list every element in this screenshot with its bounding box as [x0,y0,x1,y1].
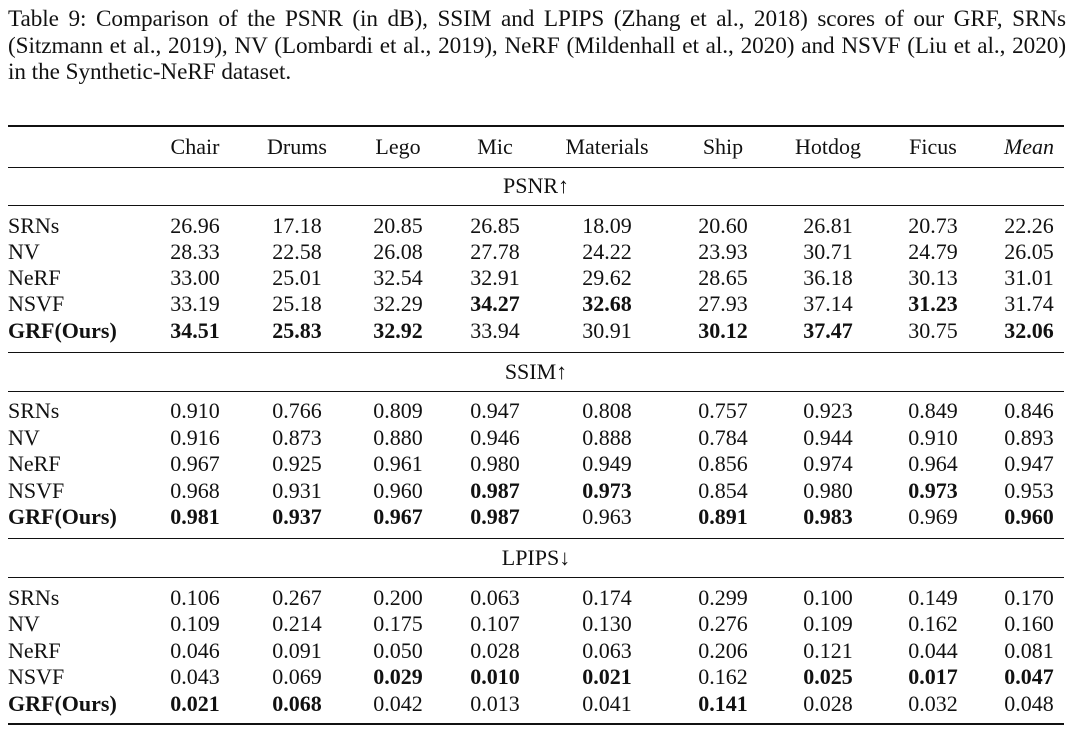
table-cell: 25.18 [272,291,322,316]
table-cell: 0.766 [272,398,322,423]
table-cell: 29.62 [582,265,632,290]
column-header-lego: Lego [375,134,421,159]
method-label: GRF(Ours) [8,318,117,343]
table-cell: 32.68 [582,291,632,316]
table-cell: 0.974 [803,451,853,476]
table-cell: 0.017 [908,664,958,689]
table-row [8,317,1064,345]
method-label: SRNs [8,213,60,238]
table-cell: 0.910 [908,425,958,450]
table-cell: 0.880 [373,425,423,450]
table-row [8,584,1064,612]
table-cell: 34.51 [170,318,220,343]
table-cell: 20.85 [373,213,423,238]
table-cell: 0.010 [470,664,520,689]
table-cell: 34.27 [470,291,520,316]
table-cell: 0.106 [170,585,220,610]
table-cell: 26.96 [170,213,220,238]
section-rule-lpips [8,577,1064,578]
table-cell: 0.028 [470,638,520,663]
table-cell: 0.846 [1004,398,1054,423]
table-cell: 20.73 [908,213,958,238]
table-cell: 0.121 [803,638,853,663]
table-cell: 26.08 [373,239,423,264]
table-cell: 0.960 [373,478,423,503]
method-label: SRNs [8,398,60,423]
table-cell: 0.021 [170,691,220,716]
method-label: GRF(Ours) [8,504,117,529]
table-cell: 32.91 [470,265,520,290]
table-cell: 0.206 [698,638,748,663]
table-cell: 0.032 [908,691,958,716]
table-row [8,610,1064,638]
table-cell: 26.05 [1004,239,1054,264]
table-cell: 27.93 [698,291,748,316]
column-header-mean: Mean [1003,134,1055,159]
table-cell: 0.130 [582,611,632,636]
table-cell: 0.949 [582,451,632,476]
section-title: PSNR↑ [502,173,570,198]
table-cell: 0.141 [698,691,748,716]
column-header-drums: Drums [267,134,327,159]
table-cell: 0.069 [272,664,322,689]
table-cell: 0.170 [1004,585,1054,610]
table-cell: 0.983 [803,504,853,529]
table-cell: 32.54 [373,265,423,290]
table-cell: 0.893 [1004,425,1054,450]
table-cell: 0.961 [373,451,423,476]
table-cell: 30.91 [582,318,632,343]
table-cell: 30.75 [908,318,958,343]
method-label: NSVF [8,664,65,689]
table-cell: 20.60 [698,213,748,238]
column-header-hotdog: Hotdog [795,134,861,159]
table-caption: Table 9: Comparison of the PSNR (in dB), SSIM and LPIPS (Zhang et al., 2018) scores of our GRF, SRNs (Sitzmann et al., 2019), NV (Lombardi et al., 2019), NeRF (Mildenhall et al., 2020) and NSVF (Liu et al., 2020) in the Synthetic-NeRF dataset. [8,6,1066,85]
table-cell: 0.987 [470,478,520,503]
table-cell: 25.01 [272,265,322,290]
section-title: LPIPS↓ [501,545,571,570]
column-header-chair: Chair [170,134,220,159]
table-cell: 18.09 [582,213,632,238]
table-cell: 0.973 [582,478,632,503]
table-cell: 0.174 [582,585,632,610]
table-cell: 0.162 [698,664,748,689]
table-cell: 24.79 [908,239,958,264]
table-cell: 0.063 [470,585,520,610]
table-cell: 0.980 [803,478,853,503]
table-cell: 33.19 [170,291,220,316]
table-cell: 0.025 [803,664,853,689]
table-cell: 0.987 [470,504,520,529]
table-cell: 0.910 [170,398,220,423]
section-divider [8,352,1064,353]
table-cell: 0.856 [698,451,748,476]
table-cell: 0.047 [1004,664,1054,689]
section-title-psnr [8,172,1064,200]
table-cell: 37.14 [803,291,853,316]
table-cell: 33.94 [470,318,520,343]
table-cell: 23.93 [698,239,748,264]
table-cell: 0.013 [470,691,520,716]
table-cell: 22.26 [1004,213,1054,238]
table-cell: 0.960 [1004,504,1054,529]
table-cell: 31.01 [1004,265,1054,290]
method-label: NeRF [8,451,61,476]
table-row [8,503,1064,531]
header-rule [8,167,1064,168]
method-label: NSVF [8,291,65,316]
table-cell: 30.13 [908,265,958,290]
section-title: SSIM↑ [504,359,568,384]
table-cell: 32.06 [1004,318,1054,343]
method-label: NeRF [8,265,61,290]
section-title-ssim [8,358,1064,386]
table-row [8,637,1064,665]
table-row [8,397,1064,425]
table-cell: 0.028 [803,691,853,716]
table-cell: 0.973 [908,478,958,503]
section-title-lpips [8,544,1064,572]
table-cell: 0.937 [272,504,322,529]
table-cell: 32.29 [373,291,423,316]
table-cell: 33.00 [170,265,220,290]
table-cell: 0.109 [170,611,220,636]
table-cell: 28.33 [170,239,220,264]
table-cell: 0.081 [1004,638,1054,663]
table-header-row [8,133,1064,161]
table-cell: 0.267 [272,585,322,610]
table-bottom-rule [8,723,1064,725]
section-divider [8,538,1064,539]
method-label: GRF(Ours) [8,691,117,716]
table-cell: 0.029 [373,664,423,689]
method-label: NeRF [8,638,61,663]
table-cell: 0.175 [373,611,423,636]
table-cell: 0.021 [582,664,632,689]
method-label: NV [8,425,40,450]
table-cell: 0.947 [1004,451,1054,476]
table-cell: 0.160 [1004,611,1054,636]
table-cell: 0.849 [908,398,958,423]
table-cell: 0.931 [272,478,322,503]
table-cell: 0.873 [272,425,322,450]
table-cell: 0.916 [170,425,220,450]
table-cell: 0.044 [908,638,958,663]
table-cell: 32.92 [373,318,423,343]
table-cell: 0.980 [470,451,520,476]
table-cell: 0.967 [373,504,423,529]
table-cell: 30.12 [698,318,748,343]
section-rule-psnr [8,205,1064,206]
method-label: NV [8,611,40,636]
table-cell: 0.784 [698,425,748,450]
table-cell: 28.65 [698,265,748,290]
method-label: SRNs [8,585,60,610]
column-header-mic: Mic [477,134,513,159]
section-rule-ssim [8,391,1064,392]
table-cell: 0.854 [698,478,748,503]
table-cell: 0.299 [698,585,748,610]
table-cell: 0.046 [170,638,220,663]
table-cell: 37.47 [803,318,853,343]
table-cell: 0.809 [373,398,423,423]
table-cell: 0.068 [272,691,322,716]
table-top-rule [8,125,1064,127]
table-cell: 0.891 [698,504,748,529]
table-cell: 0.964 [908,451,958,476]
table-cell: 0.925 [272,451,322,476]
table-cell: 31.23 [908,291,958,316]
table-cell: 0.109 [803,611,853,636]
table-cell: 0.091 [272,638,322,663]
table-cell: 0.214 [272,611,322,636]
table-cell: 0.162 [908,611,958,636]
table-cell: 0.968 [170,478,220,503]
table-row [8,290,1064,318]
column-header-materials: Materials [565,134,649,159]
table-cell: 0.963 [582,504,632,529]
table-cell: 0.808 [582,398,632,423]
column-header-ficus: Ficus [909,134,957,159]
table-cell: 17.18 [272,213,322,238]
table-cell: 36.18 [803,265,853,290]
table-cell: 0.967 [170,451,220,476]
table-cell: 27.78 [470,239,520,264]
table-row [8,663,1064,691]
method-label: NV [8,239,40,264]
table-cell: 0.888 [582,425,632,450]
column-header-ship: Ship [702,134,744,159]
table-cell: 0.981 [170,504,220,529]
table-row [8,690,1064,718]
table-cell: 0.947 [470,398,520,423]
table-cell: 0.969 [908,504,958,529]
method-label: NSVF [8,478,65,503]
table-cell: 0.042 [373,691,423,716]
table-cell: 0.107 [470,611,520,636]
table-cell: 0.043 [170,664,220,689]
table-cell: 0.100 [803,585,853,610]
table-cell: 26.81 [803,213,853,238]
table-row [8,477,1064,505]
table-cell: 0.276 [698,611,748,636]
table-cell: 0.200 [373,585,423,610]
table-row [8,424,1064,452]
table-cell: 22.58 [272,239,322,264]
table-cell: 0.953 [1004,478,1054,503]
table-cell: 31.74 [1004,291,1054,316]
table-row [8,450,1064,478]
table-cell: 0.050 [373,638,423,663]
table-cell: 24.22 [582,239,632,264]
table-cell: 0.149 [908,585,958,610]
table-row [8,264,1064,292]
table-cell: 0.048 [1004,691,1054,716]
table-cell: 0.946 [470,425,520,450]
table-cell: 0.757 [698,398,748,423]
table-cell: 0.041 [582,691,632,716]
table-cell: 26.85 [470,213,520,238]
table-row [8,212,1064,240]
table-cell: 0.063 [582,638,632,663]
table-row [8,238,1064,266]
table-cell: 30.71 [803,239,853,264]
table-cell: 25.83 [272,318,322,343]
table-cell: 0.944 [803,425,853,450]
table-cell: 0.923 [803,398,853,423]
